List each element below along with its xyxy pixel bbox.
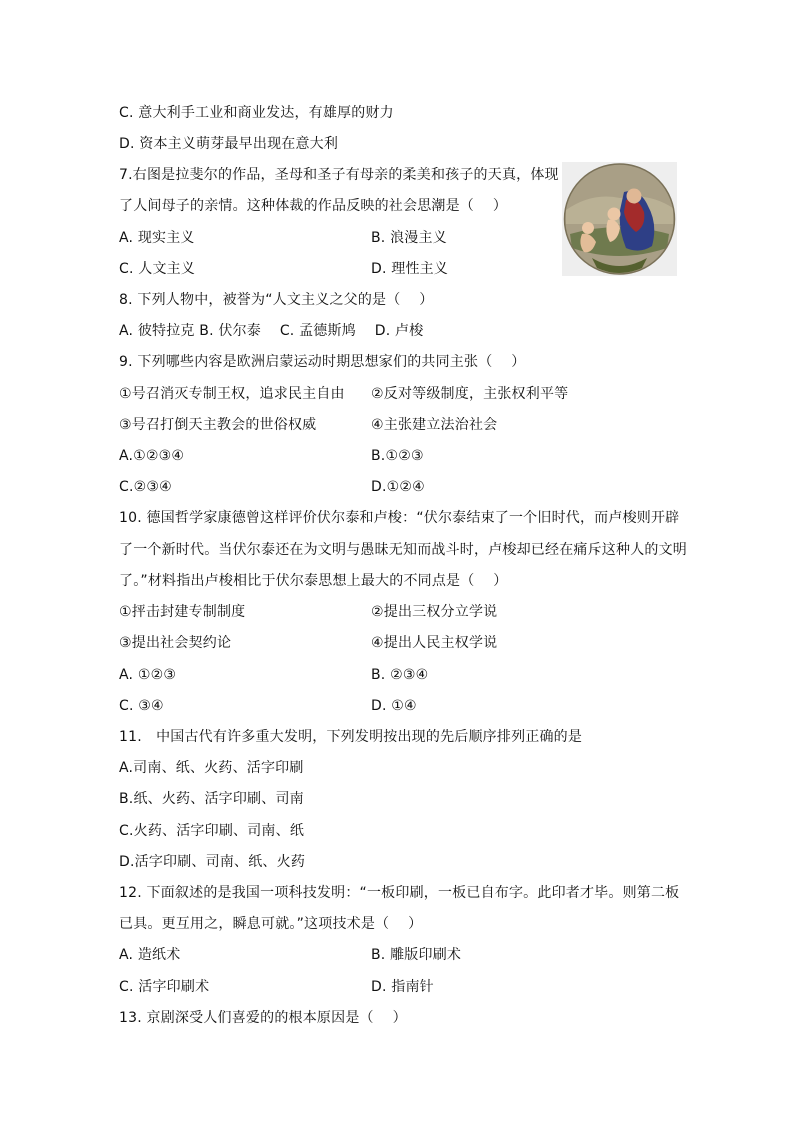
q10-stem-line2: 了一个新时代。当伏尔泰还在为文明与愚昧无知而战斗时，卢梭却已经在痛斥这种人的文明: [119, 542, 687, 558]
q9-option-a: A.①②③④: [119, 448, 185, 464]
q10-item-4: ④提出人民主权学说: [371, 635, 498, 651]
q8-options: A. 彼特拉克 B. 伏尔泰 C. 孟德斯鸠 D. 卢梭: [119, 323, 424, 339]
q12-option-a: A. 造纸术: [119, 947, 181, 963]
q6-option-d: D. 资本主义萌芽最早出现在意大利: [119, 136, 339, 152]
q12-stem-line2: 已具。更互用之，瞬息可就。”这项技术是（ ）: [119, 916, 423, 932]
q13-stem: 13. 京剧深受人们喜爱的的根本原因是（ ）: [119, 1010, 407, 1026]
q7-option-c: C. 人文主义: [119, 261, 196, 277]
q10-item-1: ①抨击封建专制制度: [119, 604, 246, 620]
q9-option-b: B.①②③: [371, 448, 424, 464]
q12-option-d: D. 指南针: [371, 979, 434, 995]
q9-item-1: ①号召消灭专制王权，追求民主自由: [119, 386, 345, 402]
raphael-madonna-painting: [562, 162, 677, 276]
q11-option-b: B.纸、火药、活字印刷、司南: [119, 791, 304, 807]
q7-stem-line1: 7.右图是拉斐尔的作品，圣母和圣子有母亲的柔美和孩子的天真，体现: [119, 167, 559, 183]
q11-stem: 11. 中国古代有许多重大发明，下列发明按出现的先后顺序排列正确的是: [119, 729, 583, 745]
q9-item-4: ④主张建立法治社会: [371, 417, 498, 433]
q7-option-d: D. 理性主义: [371, 261, 449, 277]
tondo-painting-icon: [562, 162, 677, 276]
q7-stem-line2: 了人间母子的亲情。这种体裁的作品反映的社会思潮是（ ）: [119, 198, 508, 214]
q9-option-c: C.②③④: [119, 479, 172, 495]
q10-item-3: ③提出社会契约论: [119, 635, 232, 651]
q11-option-d: D.活字印刷、司南、纸、火药: [119, 854, 306, 870]
q11-option-a: A.司南、纸、火药、活字印刷: [119, 760, 304, 776]
q10-option-a: A. ①②③: [119, 667, 177, 683]
q10-stem-line1: 10. 德国哲学家康德曾这样评价伏尔泰和卢梭：“伏尔泰结束了一个旧时代，而卢梭则开辟: [119, 510, 680, 526]
q9-item-3: ③号召打倒天主教会的世俗权威: [119, 417, 317, 433]
q10-stem-line3: 了。”材料指出卢梭相比于伏尔泰思想上最大的不同点是（ ）: [119, 573, 508, 589]
q9-stem: 9. 下列哪些内容是欧洲启蒙运动时期思想家们的共同主张（ ）: [119, 354, 526, 370]
q10-item-2: ②提出三权分立学说: [371, 604, 498, 620]
q7-option-b: B. 浪漫主义: [371, 230, 447, 246]
q12-option-c: C. 活字印刷术: [119, 979, 210, 995]
q10-option-d: D. ①④: [371, 698, 417, 714]
q7-option-a: A. 现实主义: [119, 230, 195, 246]
q6-option-c: C. 意大利手工业和商业发达，有雄厚的财力: [119, 105, 394, 121]
q10-option-c: C. ③④: [119, 698, 164, 714]
q10-option-b: B. ②③④: [371, 667, 429, 683]
q12-stem-line1: 12. 下面叙述的是我国一项科技发明：“一板印刷，一板已自布字。此印者才毕。则第二板: [119, 885, 680, 901]
q12-option-b: B. 雕版印刷术: [371, 947, 462, 963]
q11-option-c: C.火药、活字印刷、司南、纸: [119, 823, 305, 839]
q9-option-d: D.①②④: [371, 479, 425, 495]
q9-item-2: ②反对等级制度，主张权利平等: [371, 386, 569, 402]
q8-stem: 8. 下列人物中，被誉为“人文主义之父的是（ ）: [119, 292, 434, 308]
